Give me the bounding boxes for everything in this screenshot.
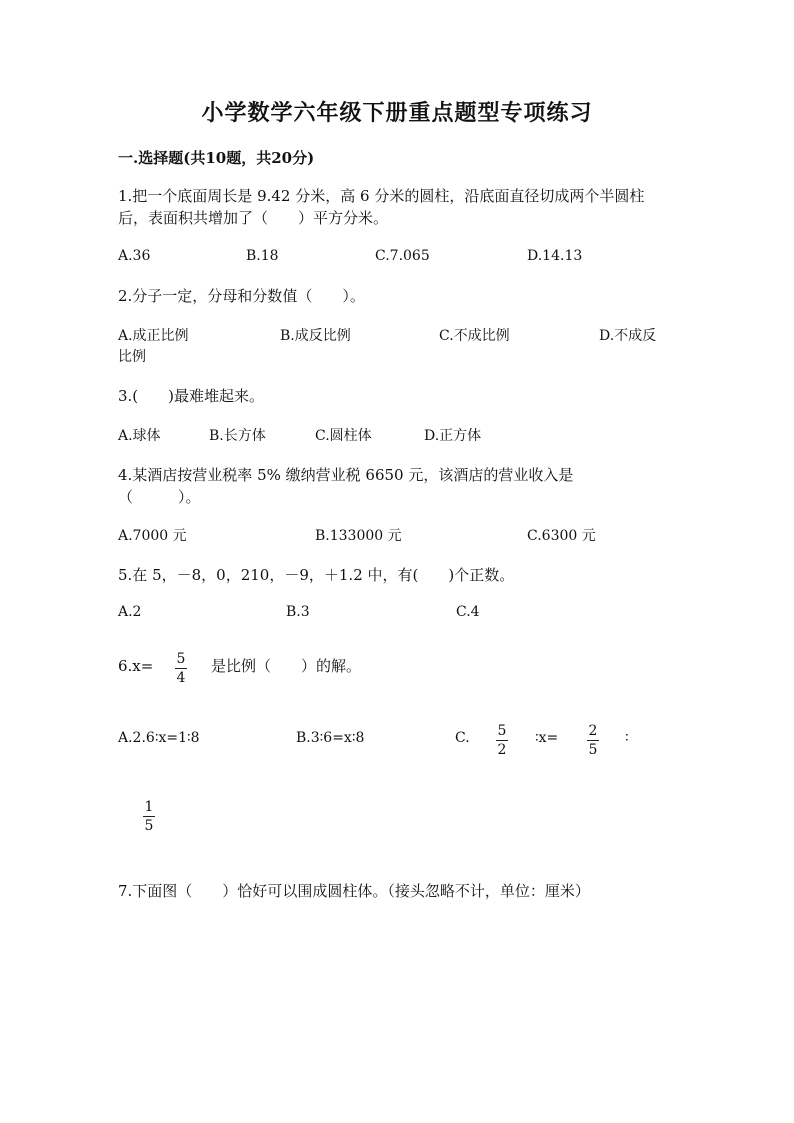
question-4-option-a: A.7000 元: [118, 528, 187, 544]
fraction-bar: [587, 740, 599, 741]
question-4-option-c: C.6300 元: [527, 528, 596, 544]
question-1-line1: 1.把一个底面周长是 9.42 分米，高 6 分米的圆柱，沿底面直径切成两个半圆柱: [118, 187, 645, 205]
fraction-bar: [175, 668, 187, 669]
question-6-option-c-middle: ∶x=: [535, 730, 559, 746]
question-2-option-b: B.成反比例: [280, 328, 351, 344]
page-title: 小学数学六年级下册重点题型专项练习: [201, 100, 593, 126]
question-6-option-c-fraction-3: [143, 799, 155, 834]
question-5-line1: 5.在 5，－8，0，210，－9，＋1.2 中，有( )个正数。: [118, 566, 515, 584]
option-c-fraction-1-numerator: 5: [497, 723, 507, 739]
option-c-fraction-3-denominator: 5: [144, 818, 154, 834]
question-6-option-c-fraction-2: [587, 723, 599, 758]
question-6-option-a: A.2.6∶x=1∶8: [118, 730, 200, 746]
fraction-bar: [143, 816, 155, 817]
question-6-fraction: [175, 651, 187, 686]
question-6-suffix: 是比例（ ）的解。: [211, 657, 362, 675]
question-6-prefix: 6.x=: [118, 657, 154, 675]
question-7-line1: 7.下面图（ ）恰好可以围成圆柱体。（接头忽略不计，单位：厘米）: [118, 882, 590, 900]
question-3-option-d: D.正方体: [424, 428, 482, 444]
question-2-option-d-wrap: 比例: [118, 349, 146, 365]
question-3-option-a: A.球体: [118, 428, 161, 444]
question-4-line1: 4.某酒店按营业税率 5% 缴纳营业税 6650 元，该酒店的营业收入是: [118, 466, 574, 484]
question-6-fraction-numerator: 5: [176, 651, 186, 667]
question-6-fraction-denominator: 4: [176, 670, 186, 686]
section-heading: 一.选择题(共10题，共20分): [118, 149, 315, 167]
question-2-option-c: C.不成比例: [439, 328, 510, 344]
question-4-line2: （ ）。: [118, 488, 201, 506]
option-c-fraction-2-numerator: 2: [588, 723, 598, 739]
question-2-line1: 2.分子一定，分母和分数值（ ）。: [118, 287, 365, 305]
question-5-option-b: B.3: [286, 604, 310, 620]
question-6-option-b: B.3∶6=x∶8: [296, 730, 365, 746]
question-5-option-a: A.2: [118, 604, 142, 620]
question-3-line1: 3.( )最难堆起来。: [118, 387, 265, 405]
question-6-option-c: C.: [455, 730, 470, 746]
question-6-option-c-colon: ∶: [625, 730, 629, 746]
question-3-option-b: B.长方体: [209, 428, 266, 444]
option-c-fraction-1-denominator: 2: [497, 742, 507, 758]
question-6-option-c-fraction-1: [496, 723, 508, 758]
question-2-option-d: D.不成反: [599, 328, 657, 344]
question-1-option-c: C.7.065: [375, 248, 430, 264]
option-c-fraction-3-numerator: 1: [144, 799, 154, 815]
question-1-option-b: B.18: [246, 248, 279, 264]
question-4-option-b: B.133000 元: [315, 528, 402, 544]
question-1-option-d: D.14.13: [527, 248, 583, 264]
question-5-option-c: C.4: [456, 604, 480, 620]
option-c-fraction-2-denominator: 5: [588, 742, 598, 758]
question-1-line2: 后，表面积共增加了（ ）平方分米。: [118, 209, 389, 227]
question-3-option-c: C.圆柱体: [315, 428, 372, 444]
question-1-option-a: A.36: [118, 248, 151, 264]
fraction-bar: [496, 740, 508, 741]
question-2-option-a: A.成正比例: [118, 328, 189, 344]
